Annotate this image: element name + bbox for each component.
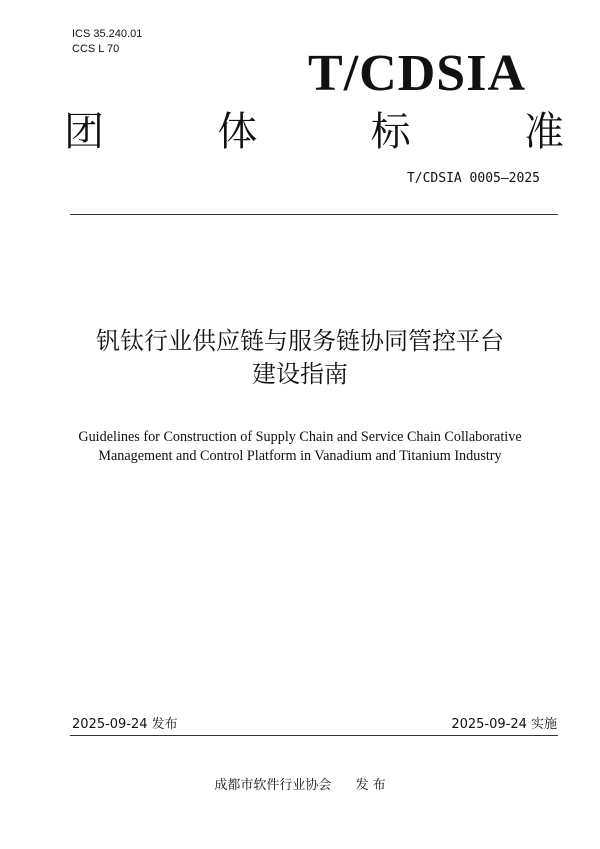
publisher-name: 成都市软件行业协会 [214, 778, 332, 793]
ics-code: ICS 35.240.01 [72, 28, 143, 40]
standard-type-heading [64, 108, 564, 156]
standard-type-char: 准 [523, 109, 564, 155]
standard-type-char: 团 [64, 109, 104, 155]
publish-label: 发 布 [355, 778, 386, 793]
english-title [40, 428, 560, 466]
standard-type-char: 体 [217, 109, 258, 155]
brand-logo-text: T/CDSIA [308, 45, 526, 102]
english-title-line: Guidelines for Construction of Supply Chain and Service Chain Collaborative [78, 429, 522, 445]
chinese-title-line: 钒钛行业供应链与服务链协同管控平台 [96, 327, 504, 355]
classification-codes [72, 27, 142, 57]
chinese-title-line: 建设指南 [252, 360, 348, 388]
issue-date: 2025-09-24 发布 [72, 717, 178, 732]
header-divider [70, 214, 558, 215]
standard-type-char: 标 [370, 109, 411, 155]
footer-divider [70, 735, 558, 736]
publisher-line [0, 777, 600, 795]
implementation-date: 2025-09-24 实施 [451, 717, 557, 732]
english-title-line: Management and Control Platform in Vanadium and Titanium Industry [98, 448, 502, 464]
chinese-title [40, 325, 560, 391]
standard-number: T/CDSIA 0005—2025 [406, 171, 540, 186]
ccs-code: CCS L 70 [72, 43, 120, 55]
